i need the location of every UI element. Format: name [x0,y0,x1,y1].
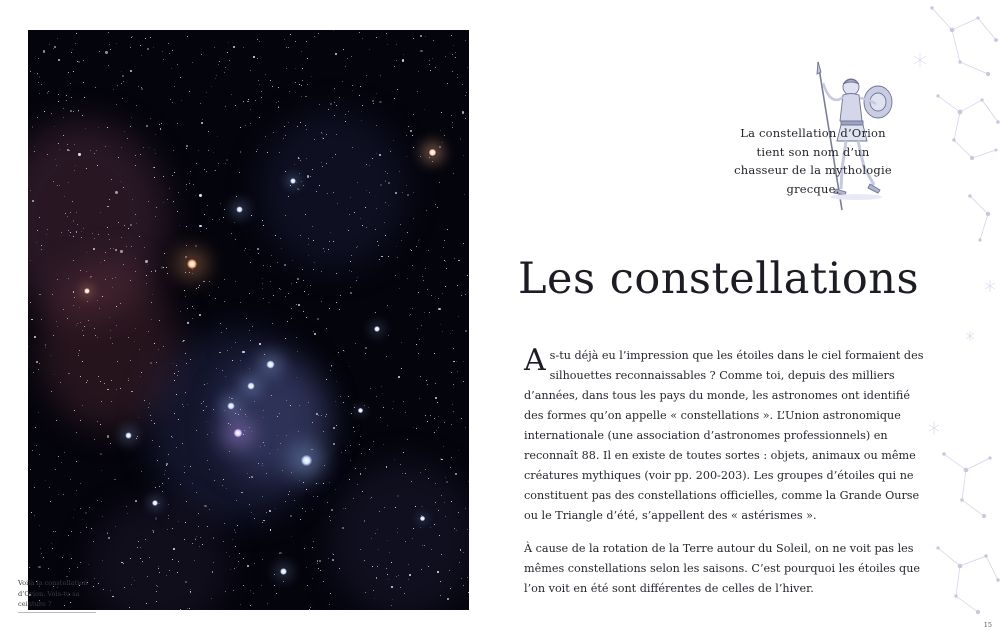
orion-constellation-photograph [28,30,469,610]
drop-cap: A [524,343,546,378]
bright-stars [28,30,469,610]
paragraph-1 [524,343,928,525]
page-number: 15 [983,621,992,629]
paragraph-2-text: À cause de la rotation de la Terre autour du Soleil, on ne voit pas les mêmes constellations selon les saisons. C’est pourquoi les étoiles que l’on voit en été sont différentes de celles de l’hiver. [524,542,921,596]
article-body [524,343,928,613]
photo-caption: Voilà la constellation d’Orion. Vois-tu sa ceinture ? [18,578,96,613]
right-page [500,0,1000,639]
page-title: Les constellations [518,254,920,304]
orion-caption: La constellation d’Orion tient son nom d’un chasseur de la mythologie grecque. [734,126,892,196]
paragraph-2 [524,539,928,599]
paragraph-1-text: s-tu déjà eu l’impression que les étoiles dans le ciel formaient des silhouettes reconnaissables ? Comme toi, depuis des milliers d’années, dans tous les pays du monde, les astronomes ont identifié des formes qu’on appelle « constellations ». L’Union astronomique internationale (une association d’astronomes professionnels) en reconnaît 88. Il en existe de toutes sortes : objets, animaux ou même créatures mythiques (voir pp. 200-203). Les groupes d’étoiles qui ne constituent pas des constellations officielles, comme la Grande Ourse ou le Triangle d’été, s’appellent des « astérismes ». [524,349,924,522]
